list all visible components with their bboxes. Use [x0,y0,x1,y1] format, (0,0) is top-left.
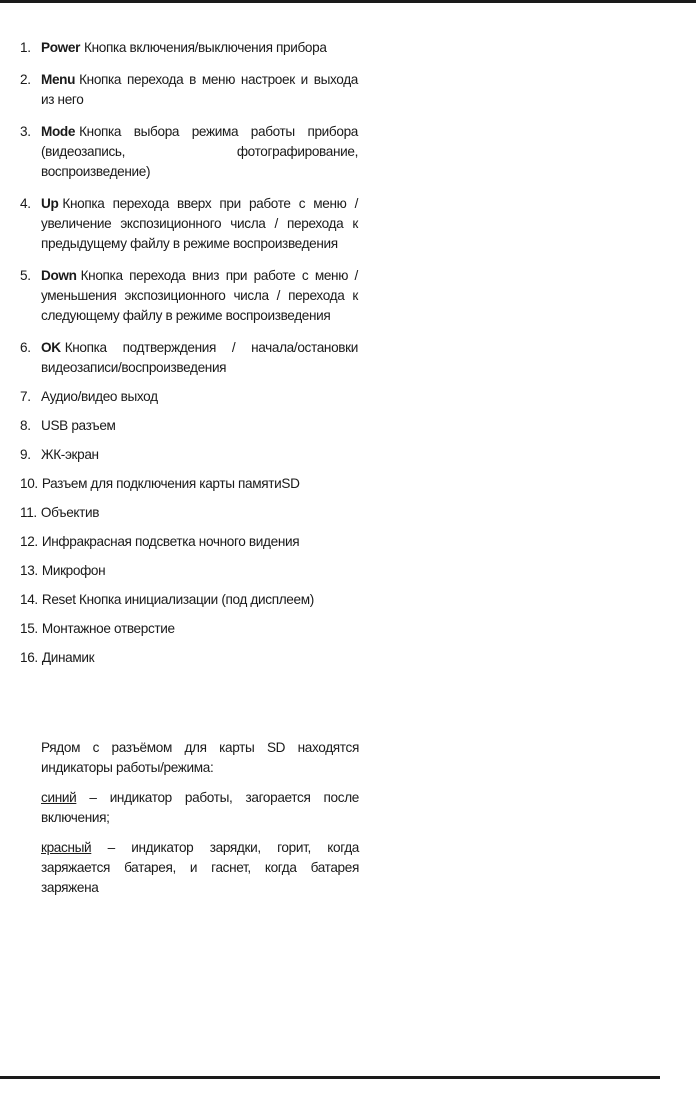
item-number: 11. [20,505,37,520]
item-number: 9. [20,447,31,462]
list-item [20,266,358,326]
item-text: ЖК-экран [41,447,99,462]
list-item [20,445,358,465]
item-number: 4. [20,196,31,211]
list-item [20,619,358,639]
item-text: Кнопка перехода в меню настроек и выхода из него [41,72,358,107]
item-number: 2. [20,72,31,87]
list-item [20,338,358,378]
blue-text: – индикатор работы, загорается после включения; [41,790,359,825]
top-rule [0,0,696,3]
item-text: Микрофон [41,563,106,578]
item-text: Кнопка перехода вниз при работе с меню / уменьшения экспозиционного числа / перехода к следующему файлу в режиме воспроизведения [41,268,358,323]
list-item [20,474,358,494]
list-item [20,387,358,407]
item-text: Разъем для подключения карты памятиSD [41,476,300,491]
item-text: Инфракрасная подсветка ночного видения [41,534,300,549]
list-item [20,38,358,58]
controls-list [20,38,358,677]
list-item [20,122,358,182]
item-key: Down [41,268,77,283]
item-number: 12. [20,534,38,549]
list-item [20,561,358,581]
item-number: 16. [20,650,38,665]
item-key: Power [41,40,81,55]
item-number: 7. [20,389,31,404]
item-key: Menu [41,72,76,87]
notes-red [41,838,359,898]
item-number: 5. [20,268,31,283]
item-text: Reset Кнопка инициализации (под дисплеем) [41,592,314,607]
item-number: 14. [20,592,38,607]
list-item [20,590,358,610]
item-number: 1. [20,40,31,55]
list-item [20,532,358,552]
item-number: 8. [20,418,31,433]
item-number: 3. [20,124,31,139]
list-item [20,194,358,254]
item-number: 6. [20,340,31,355]
item-text: Объектив [40,505,100,520]
item-key: Up [41,196,59,211]
red-text: – индикатор зарядки, горит, когда заряжается батарея, и гаснет, когда батарея заряжена [41,840,359,895]
item-key: OK [41,340,61,355]
item-text: USB разъем [41,418,116,433]
list-item [20,503,358,523]
item-text: Кнопка перехода вверх при работе с меню / увеличение экспозиционного числа / перехода к предыдущему файлу в режиме воспроизведения [41,196,358,251]
item-number: 15. [20,621,38,636]
item-text: Динамик [41,650,95,665]
notes-intro: Рядом с разъёмом для карты SD находятся индикаторы работы/режима: [41,740,359,775]
item-text: Аудио/видео выход [41,389,158,404]
red-label: красный [41,840,92,855]
item-text: Кнопка подтверждения / начала/остановки видеозаписи/воспроизведения [41,340,358,375]
item-key: Mode [41,124,76,139]
item-number: 10. [20,476,38,491]
list-item [20,416,358,436]
notes-blue [41,788,359,828]
item-text: Кнопка выбора режима работы прибора (видеозапись, фотографирование, воспроизведение) [41,124,358,179]
blue-label: синий [41,790,77,805]
list-item [20,70,358,110]
item-text: Монтажное отверстие [41,621,175,636]
list-item [20,648,358,668]
indicator-notes [41,738,359,908]
item-number: 13. [20,563,38,578]
item-text: Кнопка включения/выключения прибора [84,40,327,55]
bottom-rule [0,1076,660,1079]
